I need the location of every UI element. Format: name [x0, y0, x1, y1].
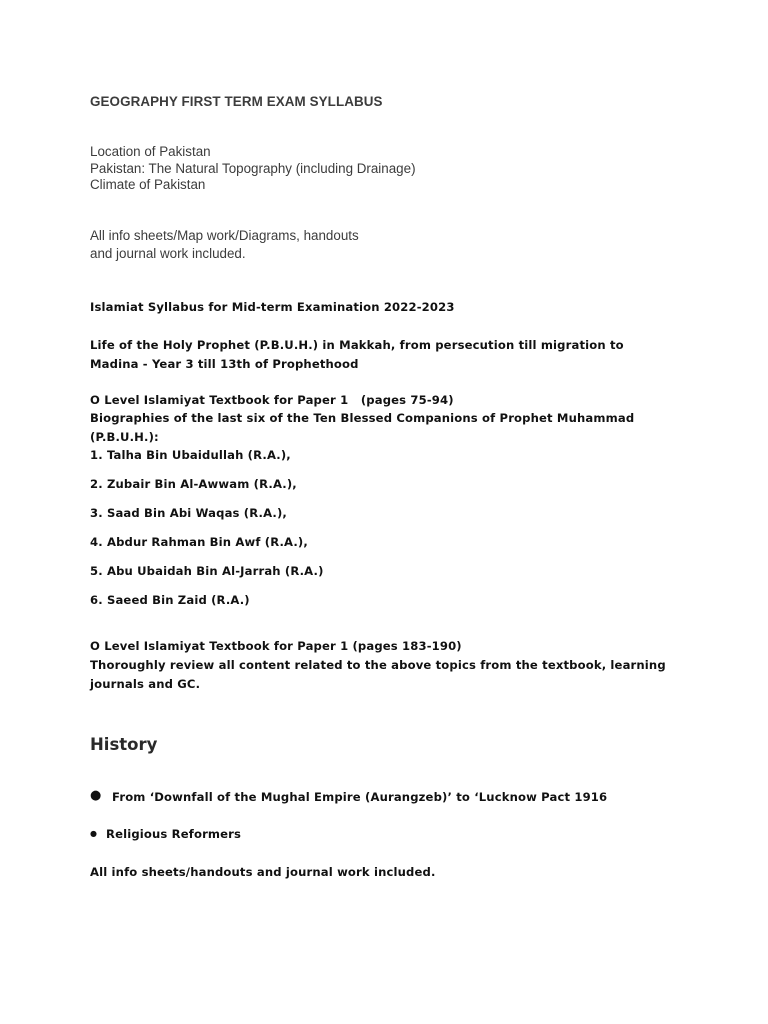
companion-item: 6. Saeed Bin Zaid (R.A.)	[90, 593, 250, 607]
geography-note-line: and journal work included.	[90, 246, 246, 261]
geography-topic: Location of Pakistan	[90, 144, 211, 159]
geography-topic: Pakistan: The Natural Topography (including Drainage)	[90, 161, 416, 176]
history-list-item: Religious Reformers	[106, 827, 242, 841]
islamiat-biographies-line: (P.B.U.H.):	[90, 430, 159, 444]
bullet-icon: ●	[90, 788, 102, 803]
bullet-icon: ●	[90, 829, 97, 838]
geography-topic: Climate of Pakistan	[90, 177, 206, 192]
geography-note-line: All info sheets/Map work/Diagrams, handouts	[90, 228, 359, 243]
islamiat-textbook-ref: O Level Islamiyat Textbook for Paper 1 (pages 183-190)	[90, 639, 462, 653]
islamiat-title: Islamiat Syllabus for Mid-term Examination 2022-2023	[90, 300, 455, 314]
companion-item: 3. Saad Bin Abi Waqas (R.A.),	[90, 506, 287, 520]
geography-title: GEOGRAPHY FIRST TERM EXAM SYLLABUS	[90, 94, 383, 109]
history-note: All info sheets/handouts and journal work included.	[90, 865, 436, 879]
companion-item: 5. Abu Ubaidah Bin Al-Jarrah (R.A.)	[90, 564, 324, 578]
companion-item: 4. Abdur Rahman Bin Awf (R.A.),	[90, 535, 308, 549]
islamiat-life-line: Life of the Holy Prophet (P.B.U.H.) in Makkah, from persecution till migration to	[90, 338, 624, 352]
islamiat-review-line: Thoroughly review all content related to the above topics from the textbook, learning	[90, 658, 666, 672]
companion-item: 2. Zubair Bin Al-Awwam (R.A.),	[90, 477, 297, 491]
islamiat-life-line: Madina - Year 3 till 13th of Prophethood	[90, 357, 359, 371]
islamiat-review-line: journals and GC.	[90, 677, 201, 691]
islamiat-biographies-line: Biographies of the last six of the Ten Blessed Companions of Prophet Muhammad	[90, 411, 635, 425]
history-heading: History	[90, 735, 158, 754]
companion-item: 1. Talha Bin Ubaidullah (R.A.),	[90, 448, 291, 462]
islamiat-textbook-ref: O Level Islamiyat Textbook for Paper 1 (pages 75-94)	[90, 393, 454, 407]
history-list-item: From ‘Downfall of the Mughal Empire (Aurangzeb)’ to ‘Lucknow Pact 1916	[112, 790, 608, 804]
